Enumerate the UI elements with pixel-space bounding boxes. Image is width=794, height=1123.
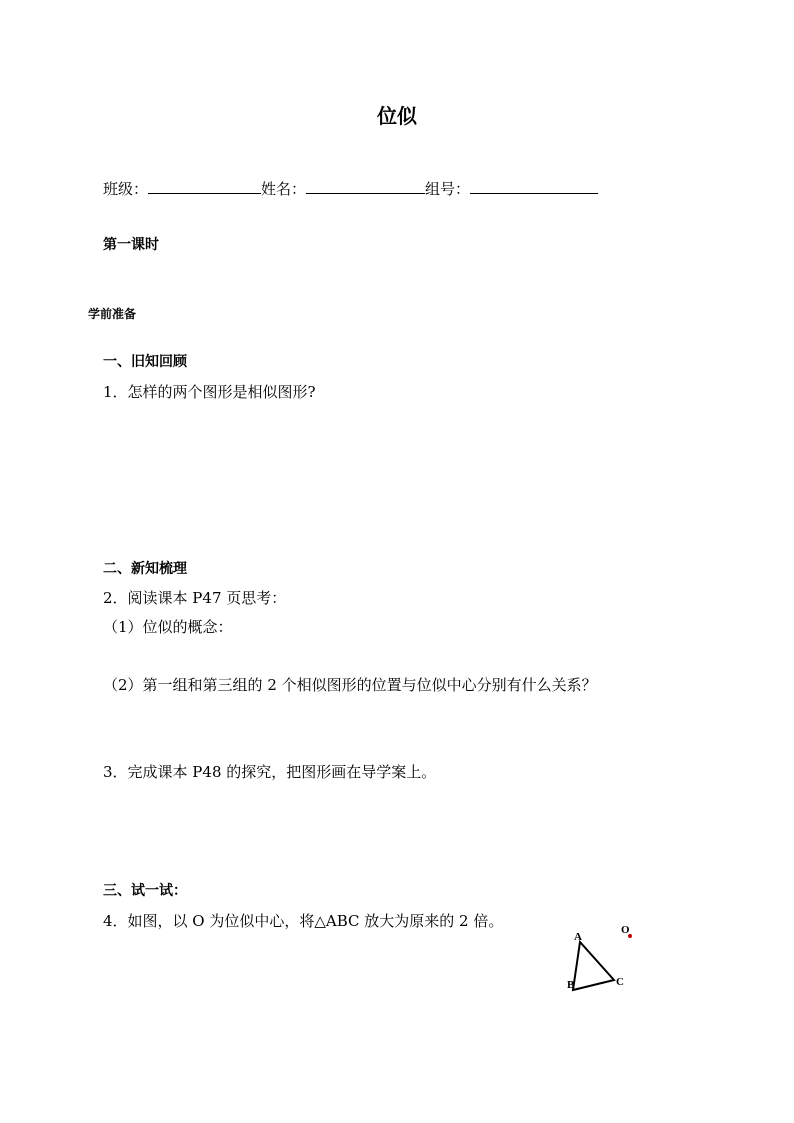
class-label: 班级：: [103, 180, 149, 198]
vertex-label-c: C: [616, 976, 624, 988]
student-info-row: [103, 179, 598, 197]
group-blank[interactable]: [470, 179, 598, 194]
prep-heading: 学前准备: [88, 307, 137, 321]
name-blank[interactable]: [306, 179, 425, 194]
triangle-figure: [560, 918, 640, 998]
center-label-o: O: [621, 924, 630, 936]
group-label: 组号：: [425, 180, 471, 198]
vertex-label-a: A: [574, 931, 582, 943]
lesson-label: 第一课时: [103, 237, 159, 253]
question-2-1: （1）位似的概念：: [103, 618, 233, 636]
vertex-label-b: B: [567, 979, 575, 991]
question-3: 3．完成课本 P48 的探究，把图形画在导学案上。: [103, 763, 437, 781]
page-title: 位似: [377, 104, 417, 128]
name-label: 姓名：: [261, 180, 307, 198]
section-review-heading: 一、旧知回顾: [103, 354, 187, 370]
question-4: 4．如图，以 O 为位似中心，将△ABC 放大为原来的 2 倍。: [103, 912, 504, 930]
class-blank[interactable]: [148, 179, 261, 194]
question-2: 2．阅读课本 P47 页思考：: [103, 589, 287, 607]
triangle-abc: [573, 942, 614, 990]
section-new-heading: 二、新知梳理: [103, 561, 187, 577]
section-try-heading: 三、试一试：: [103, 883, 187, 899]
question-2-2: （2）第一组和第三组的 2 个相似图形的位置与位似中心分别有什么关系？: [103, 676, 597, 694]
question-1: 1．怎样的两个图形是相似图形?: [103, 383, 316, 401]
